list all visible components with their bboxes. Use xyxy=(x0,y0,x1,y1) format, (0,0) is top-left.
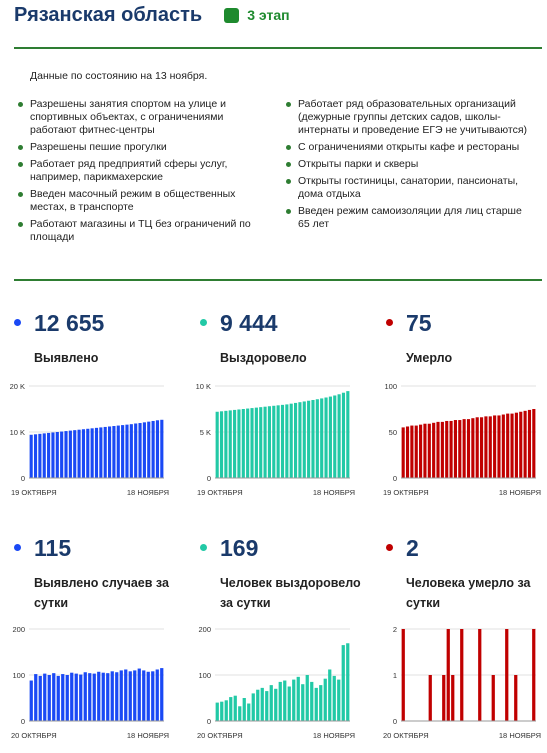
chart-bar xyxy=(447,629,450,721)
recovered-daily-value: 169 xyxy=(220,535,259,561)
chart-bar xyxy=(288,687,291,722)
chart-bar xyxy=(265,691,268,721)
chart-bar xyxy=(515,413,518,478)
y-tick-label: 20 K xyxy=(9,382,25,391)
chart-bar xyxy=(506,414,509,478)
y-tick-label: 10 K xyxy=(9,428,25,437)
chart-bar xyxy=(151,671,154,721)
x-end-label: 18 НОЯБРЯ xyxy=(498,488,541,497)
chart-bar xyxy=(460,629,463,721)
chart-bar xyxy=(493,415,496,478)
y-tick-label: 1 xyxy=(392,671,397,680)
chart-bar xyxy=(463,419,466,478)
chart-recovered-daily xyxy=(191,623,356,741)
chart-bar xyxy=(270,685,273,721)
restriction-text: Введен масочный режим в общественных местах, в транспорте xyxy=(30,188,236,213)
chart-bar xyxy=(43,674,46,721)
restriction-text: Открыты гостиницы, санатории, пансионаты, дома отдыха xyxy=(298,175,519,200)
recovered-total-svg xyxy=(191,380,356,498)
chart-bar xyxy=(285,404,288,478)
x-end-label: 18 НОЯБРЯ xyxy=(126,488,169,497)
chart-bar xyxy=(419,425,422,478)
chart-bar xyxy=(346,391,349,478)
chart-bar xyxy=(160,668,163,721)
chart-bar xyxy=(458,420,461,478)
chart-bar xyxy=(402,629,405,721)
y-tick-label: 10 K xyxy=(195,382,211,391)
restriction-item xyxy=(286,141,534,154)
chart-bar xyxy=(471,418,474,478)
died-label: Умерло xyxy=(406,351,453,365)
restriction-item xyxy=(286,175,534,201)
chart-bar xyxy=(69,431,72,478)
detected-total-svg xyxy=(5,380,170,498)
restriction-text: С ограничениями открыты кафе и рестораны xyxy=(298,141,520,153)
restriction-text: Разрешены занятия спортом на улице и спортивных объектах, с ограничениями работают фитнес-центры xyxy=(30,98,226,136)
chart-bar xyxy=(497,415,500,478)
chart-bar xyxy=(111,671,114,721)
region-title: Рязанская область xyxy=(14,3,203,26)
date-note: Данные по состоянию на 13 ноября. xyxy=(30,70,208,82)
chart-bar xyxy=(252,693,255,721)
chart-bar xyxy=(310,682,313,721)
chart-bar xyxy=(406,426,409,478)
chart-bar xyxy=(346,643,349,721)
chart-bar xyxy=(316,399,319,478)
y-tick-label: 0 xyxy=(392,474,397,483)
died-daily-svg xyxy=(377,623,542,741)
chart-bar xyxy=(290,404,293,478)
chart-bar xyxy=(216,412,219,478)
chart-bar xyxy=(279,682,282,721)
chart-bar xyxy=(478,629,481,721)
recovered-dot-icon xyxy=(200,319,207,326)
chart-bar xyxy=(324,679,327,721)
restriction-item xyxy=(18,188,266,214)
chart-died-total xyxy=(377,380,542,498)
y-tick-label: 5 K xyxy=(199,428,211,437)
x-start-label: 19 ОКТЯБРЯ xyxy=(197,488,243,497)
chart-bar xyxy=(66,675,69,721)
chart-bar xyxy=(38,434,41,478)
chart-bar xyxy=(402,427,405,478)
chart-bar xyxy=(307,401,310,478)
chart-bar xyxy=(156,669,159,721)
chart-bar xyxy=(224,411,227,478)
restriction-item xyxy=(18,218,266,244)
chart-bar xyxy=(88,673,91,721)
chart-bar xyxy=(242,409,245,478)
bullet-icon xyxy=(286,145,291,150)
chart-bar xyxy=(147,672,150,721)
chart-bar xyxy=(342,393,345,478)
y-tick-label: 50 xyxy=(388,428,397,437)
chart-bar xyxy=(261,688,264,721)
chart-bar xyxy=(121,425,124,478)
chart-bar xyxy=(274,689,277,721)
chart-bar xyxy=(328,669,331,721)
chart-bar xyxy=(84,672,87,721)
died-total-svg xyxy=(377,380,542,498)
chart-bar xyxy=(294,403,297,478)
chart-bar xyxy=(247,704,250,721)
restrictions-list-right xyxy=(286,98,534,235)
y-tick-label: 200 xyxy=(198,625,211,634)
chart-bar xyxy=(51,432,54,478)
detected-label: Выявлено xyxy=(34,351,99,365)
chart-recovered-total xyxy=(191,380,356,498)
chart-bar xyxy=(112,426,115,478)
y-tick-label: 2 xyxy=(392,625,397,634)
chart-bar xyxy=(99,427,102,478)
chart-bar xyxy=(333,676,336,721)
restriction-item xyxy=(286,205,534,231)
chart-bar xyxy=(156,420,159,478)
recovered-daily-svg xyxy=(191,623,356,741)
chart-bar xyxy=(133,670,136,721)
chart-bar xyxy=(484,416,487,478)
chart-bar xyxy=(125,425,128,478)
chart-bar xyxy=(97,672,100,721)
y-tick-label: 0 xyxy=(206,717,211,726)
detected-daily-svg xyxy=(5,623,170,741)
chart-bar xyxy=(338,394,341,478)
top-divider xyxy=(14,47,542,49)
bullet-icon xyxy=(18,145,23,150)
died-daily-value: 2 xyxy=(406,535,419,561)
chart-bar xyxy=(268,406,271,478)
chart-bar xyxy=(532,409,535,478)
restriction-text: Открыты парки и скверы xyxy=(298,158,419,170)
chart-bar xyxy=(160,420,163,478)
chart-bar xyxy=(329,397,332,478)
chart-bar xyxy=(229,697,232,721)
died-dot-icon xyxy=(386,319,393,326)
chart-bar xyxy=(450,421,453,478)
chart-bar xyxy=(152,421,155,478)
chart-bar xyxy=(442,675,445,721)
chart-bar xyxy=(451,675,454,721)
restriction-item xyxy=(18,98,266,137)
died-value: 75 xyxy=(406,310,432,336)
chart-bar xyxy=(492,675,495,721)
chart-bar xyxy=(233,410,236,478)
restriction-item xyxy=(18,158,266,184)
chart-detected-total xyxy=(5,380,170,498)
chart-bar xyxy=(292,680,295,721)
chart-bar xyxy=(315,688,318,721)
recovered-daily-dot-icon xyxy=(200,544,207,551)
chart-bar xyxy=(454,420,457,478)
chart-bar xyxy=(532,629,535,721)
x-end-label: 18 НОЯБРЯ xyxy=(126,731,169,740)
chart-bar xyxy=(281,405,284,478)
chart-bar xyxy=(225,700,228,721)
bullet-icon xyxy=(286,209,291,214)
chart-bar xyxy=(277,405,280,478)
chart-bar xyxy=(429,675,432,721)
chart-bar xyxy=(333,395,336,478)
chart-bar xyxy=(75,674,78,721)
chart-bar xyxy=(216,703,219,721)
chart-bar xyxy=(73,430,76,478)
bullet-icon xyxy=(286,162,291,167)
chart-bar xyxy=(117,426,120,478)
chart-bar xyxy=(30,435,33,478)
chart-bar xyxy=(297,677,300,721)
chart-bar xyxy=(220,702,223,721)
chart-bar xyxy=(34,434,37,478)
chart-bar xyxy=(104,427,107,478)
chart-bar xyxy=(410,426,413,478)
chart-bar xyxy=(320,398,323,478)
chart-bar xyxy=(120,670,123,721)
chart-bar xyxy=(510,414,513,478)
chart-bar xyxy=(436,422,439,478)
chart-bar xyxy=(70,673,73,721)
chart-bar xyxy=(250,408,253,478)
stage-badge xyxy=(224,7,289,23)
chart-bar xyxy=(237,409,240,478)
x-end-label: 18 НОЯБРЯ xyxy=(498,731,541,740)
chart-bar xyxy=(220,411,223,478)
chart-bar xyxy=(79,675,82,721)
chart-bar xyxy=(48,675,51,721)
chart-bar xyxy=(234,696,237,721)
restriction-text: Работают магазины и ТЦ без ограничений по площади xyxy=(30,218,251,243)
died-daily-label: Человека умерло за сутки xyxy=(406,576,531,610)
restriction-item xyxy=(18,141,266,154)
chart-bar xyxy=(108,426,111,478)
stage-square-icon xyxy=(224,8,239,23)
bullet-icon xyxy=(18,222,23,227)
restriction-text: Работает ряд предприятий сферы услуг, например, парикмахерские xyxy=(30,158,228,183)
chart-bar xyxy=(61,674,64,721)
chart-bar xyxy=(264,407,267,478)
chart-bar xyxy=(303,401,306,478)
chart-bar xyxy=(124,669,127,721)
y-tick-label: 100 xyxy=(12,671,25,680)
chart-bar xyxy=(324,398,327,479)
chart-bar xyxy=(467,419,470,478)
chart-bar xyxy=(115,672,118,721)
restriction-item xyxy=(286,98,534,137)
stage-label: 3 этап xyxy=(247,7,290,23)
y-tick-label: 100 xyxy=(198,671,211,680)
y-tick-label: 0 xyxy=(206,474,211,483)
chart-bar xyxy=(337,680,340,721)
chart-bar xyxy=(143,422,146,478)
chart-bar xyxy=(514,675,517,721)
chart-bar xyxy=(259,407,262,478)
restriction-text: Введен режим самоизоляции для лиц старше 65 лет xyxy=(298,205,522,230)
chart-bar xyxy=(283,681,286,721)
chart-bar xyxy=(480,417,483,478)
chart-bar xyxy=(30,681,33,721)
chart-bar xyxy=(57,676,60,721)
x-start-label: 19 ОКТЯБРЯ xyxy=(11,488,57,497)
x-start-label: 20 ОКТЯБРЯ xyxy=(383,731,429,740)
chart-bar xyxy=(78,430,81,478)
recovered-value: 9 444 xyxy=(220,310,278,336)
detected-daily-value: 115 xyxy=(34,535,72,561)
chart-bar xyxy=(238,706,241,721)
y-tick-label: 100 xyxy=(384,382,397,391)
chart-bar xyxy=(86,429,89,478)
chart-bar xyxy=(129,671,132,721)
chart-bar xyxy=(91,428,94,478)
chart-bar xyxy=(130,424,133,478)
chart-bar xyxy=(319,685,322,721)
detected-value: 12 655 xyxy=(34,310,105,336)
restrictions-list-left xyxy=(18,98,266,248)
chart-bar xyxy=(34,674,37,721)
chart-bar xyxy=(311,400,314,478)
chart-bar xyxy=(423,424,426,478)
y-tick-label: 200 xyxy=(12,625,25,634)
y-tick-label: 0 xyxy=(20,717,25,726)
middle-divider xyxy=(14,279,542,281)
chart-bar xyxy=(52,673,55,721)
chart-bar xyxy=(415,426,418,478)
x-start-label: 19 ОКТЯБРЯ xyxy=(383,488,429,497)
bullet-icon xyxy=(18,192,23,197)
x-end-label: 18 НОЯБРЯ xyxy=(312,731,355,740)
chart-detected-daily xyxy=(5,623,170,741)
y-tick-label: 0 xyxy=(392,717,397,726)
chart-bar xyxy=(489,416,492,478)
bullet-icon xyxy=(18,162,23,167)
chart-bar xyxy=(528,410,531,478)
chart-bar xyxy=(138,423,141,478)
chart-bar xyxy=(301,684,304,721)
chart-bar xyxy=(272,406,275,478)
chart-bar xyxy=(39,676,42,721)
chart-bar xyxy=(95,428,98,478)
detected-daily-label: Выявлено случаев за сутки xyxy=(34,576,169,610)
x-start-label: 20 ОКТЯБРЯ xyxy=(197,731,243,740)
chart-bar xyxy=(246,409,249,478)
chart-bar xyxy=(298,402,301,478)
chart-bar xyxy=(93,674,96,721)
restriction-text: Разрешены пешие прогулки xyxy=(30,141,167,153)
bullet-icon xyxy=(18,102,23,107)
chart-bar xyxy=(256,690,259,721)
x-end-label: 18 НОЯБРЯ xyxy=(312,488,355,497)
recovered-label: Выздоровело xyxy=(220,351,307,365)
chart-bar xyxy=(64,431,67,478)
died-daily-dot-icon xyxy=(386,544,393,551)
chart-bar xyxy=(138,669,141,721)
x-start-label: 20 ОКТЯБРЯ xyxy=(11,731,57,740)
chart-bar xyxy=(505,629,508,721)
chart-bar xyxy=(306,675,309,721)
chart-bar xyxy=(102,673,105,721)
restriction-item xyxy=(286,158,534,171)
chart-died-daily xyxy=(377,623,542,741)
chart-bar xyxy=(502,415,505,478)
bullet-icon xyxy=(286,102,291,107)
chart-bar xyxy=(229,410,232,478)
chart-bar xyxy=(82,429,85,478)
chart-bar xyxy=(476,417,479,478)
chart-bar xyxy=(106,673,109,721)
chart-bar xyxy=(255,408,258,478)
chart-bar xyxy=(43,433,46,478)
chart-bar xyxy=(147,422,150,478)
detected-dot-icon xyxy=(14,319,21,326)
chart-bar xyxy=(428,424,431,478)
page-header xyxy=(14,2,290,28)
chart-bar xyxy=(243,698,246,721)
restriction-text: Работает ряд образовательных организаций (дежурные группы детских садов, школы-интернаты и проведение ЕГЭ не учитываются) xyxy=(298,98,528,136)
chart-bar xyxy=(134,423,137,478)
chart-bar xyxy=(47,433,50,478)
chart-bar xyxy=(445,421,448,478)
chart-bar xyxy=(524,411,527,478)
chart-bar xyxy=(60,432,63,478)
chart-bar xyxy=(142,670,145,721)
detected-daily-dot-icon xyxy=(14,544,21,551)
y-tick-label: 0 xyxy=(20,474,25,483)
chart-bar xyxy=(519,412,522,478)
chart-bar xyxy=(56,432,59,478)
chart-bar xyxy=(342,645,345,721)
recovered-daily-label: Человек выздоровело за сутки xyxy=(220,576,361,610)
chart-bar xyxy=(432,423,435,478)
chart-bar xyxy=(441,422,444,478)
bullet-icon xyxy=(286,179,291,184)
